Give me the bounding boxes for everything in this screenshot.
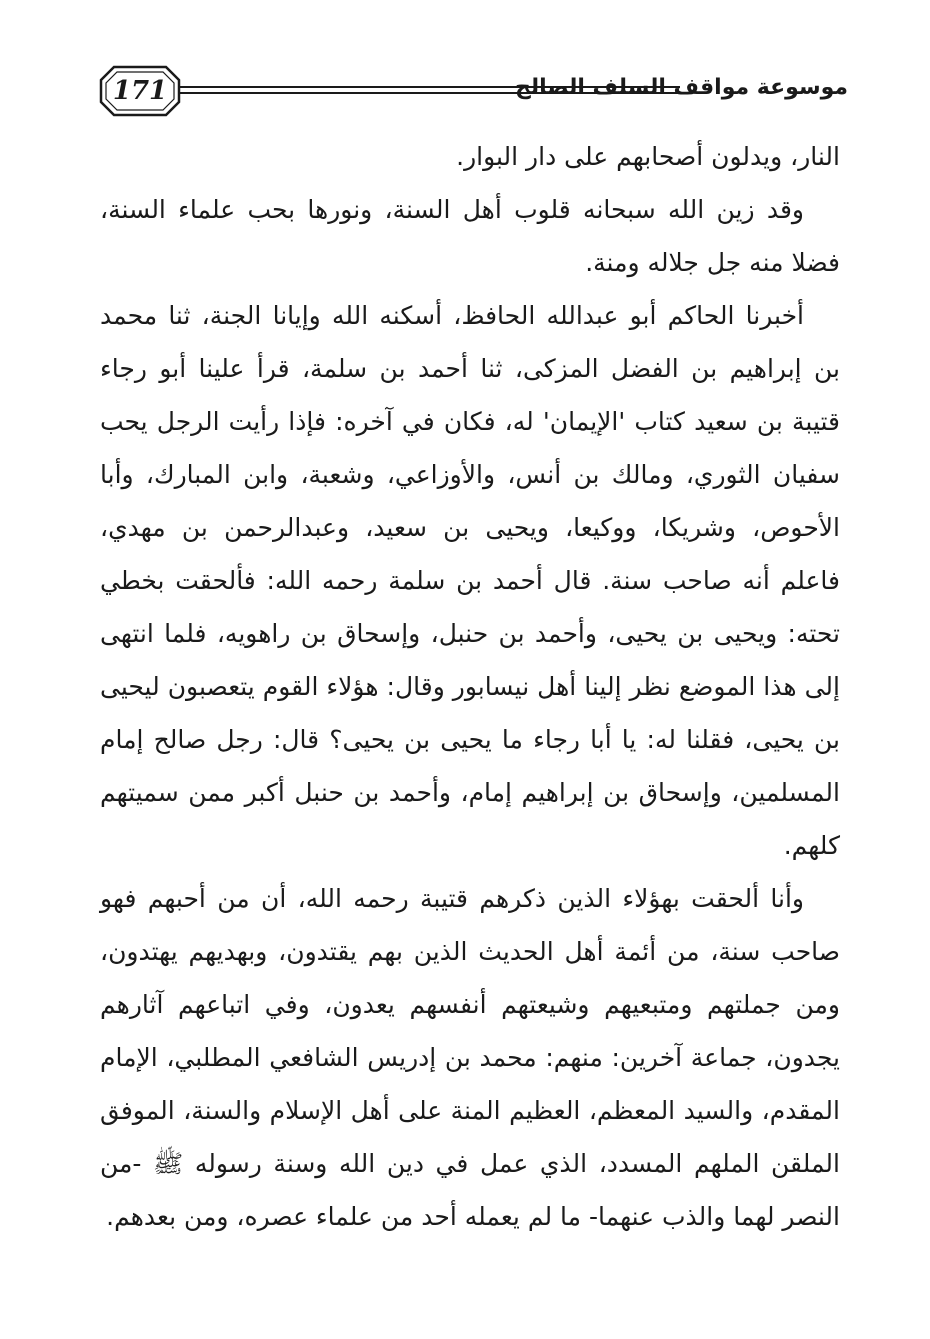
paragraph-4: وأنا ألحقت بهؤلاء الذين ذكرهم قتيبة رحمه الله، أن من أحبهم فهو صاحب سنة، من أئمة أهل الحديث الذين بهم يقتدون، وبهديهم يهتدون، ومن جملتهم ومتبعيهم وشيعتهم أنفسهم يعدون، وفي اتباعهم آثارهم يجدون، جماعة آخرين: منهم: محمد بن إدريس الشافعي المطلبي، الإمام المقدم، والسيد المعظم، العظيم المنة على أهل الإسلام والسنة، الموفق الملقن الملهم المسدد، الذي عمل في دين الله وسنة رسوله ﷺ -من النصر لهما والذب عنهما- ما لم يعمله أحد من علماء عصره، ومن بعدهم.: [100, 884, 840, 1231]
page-number-badge: [98, 64, 182, 118]
paragraph-1: النار، ويدلون أصحابهم على دار البوار.: [456, 142, 840, 171]
paragraph-2: وقد زين الله سبحانه قلوب أهل السنة، ونورها بحب علماء السنة، فضلا منه جل جلاله ومنة.: [100, 195, 840, 277]
page-header: [98, 62, 848, 122]
page-number: 171: [112, 76, 168, 106]
series-title: موسوعة مواقف السلف الصالح: [515, 75, 848, 100]
paragraph-3: أخبرنا الحاكم أبو عبدالله الحافظ، أسكنه الله وإيانا الجنة، ثنا محمد بن إبراهيم بن الفضل المزكى، ثنا أحمد بن سلمة، قرأ علينا أبو رجاء قتيبة بن سعيد كتاب 'الإيمان' له، فكان في آخره: فإذا رأيت الرجل يحب سفيان الثوري، ومالك بن أنس، والأوزاعي، وشعبة، وابن المبارك، وأبا الأحوص، وشريكا، ووكيعا، ويحيى بن سعيد، وعبدالرحمن بن مهدي، فاعلم أنه صاحب سنة. قال أحمد بن سلمة رحمه الله: فألحقت بخطي تحته: ويحيى بن يحيى، وأحمد بن حنبل، وإسحاق بن راهويه، فلما انتهى إلى هذا الموضع نظر إلينا أهل نيسابور وقال: هؤلاء القوم يتعصبون ليحيى بن يحيى، فقلنا له: يا أبا رجاء ما يحيى بن يحيى؟ قال: رجل صالح إمام المسلمين، وإسحاق بن إبراهيم إمام، وأحمد بن حنبل أكبر ممن سميتهم كلهم.: [100, 301, 840, 860]
main-text: [100, 130, 840, 1243]
